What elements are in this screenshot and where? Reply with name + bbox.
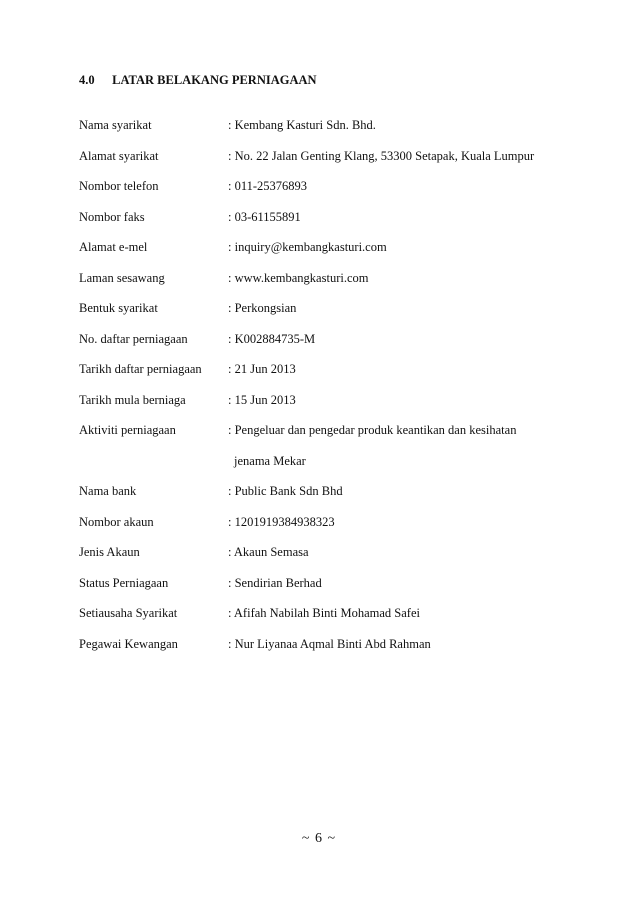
info-label: Nama bank — [79, 484, 137, 498]
info-value: : Sendirian Berhad — [228, 575, 322, 590]
info-row-account-type — [79, 545, 619, 576]
info-row-registration-number — [79, 332, 619, 363]
info-value: : inquiry@kembangkasturi.com — [228, 240, 387, 254]
info-row-business-activity-continued — [79, 454, 619, 485]
info-label: Alamat syarikat — [79, 148, 159, 163]
info-row-company-type — [79, 301, 619, 332]
business-info-list — [79, 118, 619, 667]
info-value: : www.kembangkasturi.com — [228, 270, 369, 285]
info-value: jenama Mekar — [234, 453, 306, 468]
info-row-company-secretary — [79, 606, 619, 637]
info-value: : No. 22 Jalan Genting Klang, 53300 Setapak, Kuala Lumpur — [228, 148, 535, 163]
info-label: Aktiviti perniagaan — [79, 423, 176, 437]
section-title: LATAR BELAKANG PERNIAGAAN — [112, 73, 317, 87]
info-label: Tarikh mula berniaga — [79, 392, 186, 407]
info-value: : Pengeluar dan pengedar produk keantikan dan kesihatan — [228, 423, 517, 437]
info-label: Jenis Akaun — [79, 545, 140, 559]
info-label: Status Perniagaan — [79, 575, 169, 590]
section-heading — [79, 73, 317, 88]
info-value: : 1201919384938323 — [228, 514, 335, 529]
info-row-website — [79, 271, 619, 302]
info-row-registration-date — [79, 362, 619, 393]
info-row-start-date — [79, 393, 619, 424]
info-label: Nombor akaun — [79, 514, 154, 529]
info-value: : 03-61155891 — [228, 209, 301, 224]
info-row-company-address — [79, 149, 619, 180]
info-label: Alamat e-mel — [79, 240, 148, 254]
info-row-business-activity — [79, 423, 619, 454]
info-row-email — [79, 240, 619, 271]
info-label: Setiausaha Syarikat — [79, 606, 178, 620]
section-number: 4.0 — [79, 73, 95, 87]
info-label: Bentuk syarikat — [79, 301, 158, 315]
info-label: Nombor faks — [79, 209, 145, 224]
info-label: Pegawai Kewangan — [79, 636, 178, 651]
info-label: No. daftar perniagaan — [79, 331, 188, 346]
info-label: Nombor telefon — [79, 179, 159, 193]
info-row-finance-officer — [79, 637, 619, 668]
info-row-fax — [79, 210, 619, 241]
info-value: : Nur Liyanaa Aqmal Binti Abd Rahman — [228, 636, 431, 651]
info-label: Tarikh daftar perniagaan — [79, 362, 202, 376]
info-label: Nama syarikat — [79, 118, 152, 132]
info-row-phone — [79, 179, 619, 210]
info-row-account-number — [79, 515, 619, 546]
info-value: : Public Bank Sdn Bhd — [228, 484, 343, 498]
info-value: : K002884735-M — [228, 331, 316, 346]
info-row-bank-name — [79, 484, 619, 515]
info-value: : Perkongsian — [228, 301, 297, 315]
info-value: : 21 Jun 2013 — [228, 362, 296, 376]
info-value: : 011-25376893 — [228, 179, 308, 193]
info-value: : Akaun Semasa — [228, 545, 309, 559]
info-row-company-name — [79, 118, 619, 149]
info-row-business-status — [79, 576, 619, 607]
info-value: : Afifah Nabilah Binti Mohamad Safei — [228, 606, 420, 620]
info-value: : Kembang Kasturi Sdn. Bhd. — [228, 118, 376, 132]
info-label: Laman sesawang — [79, 270, 165, 285]
info-value: : 15 Jun 2013 — [228, 392, 296, 407]
page-number: ~ 6 ~ — [301, 831, 337, 846]
